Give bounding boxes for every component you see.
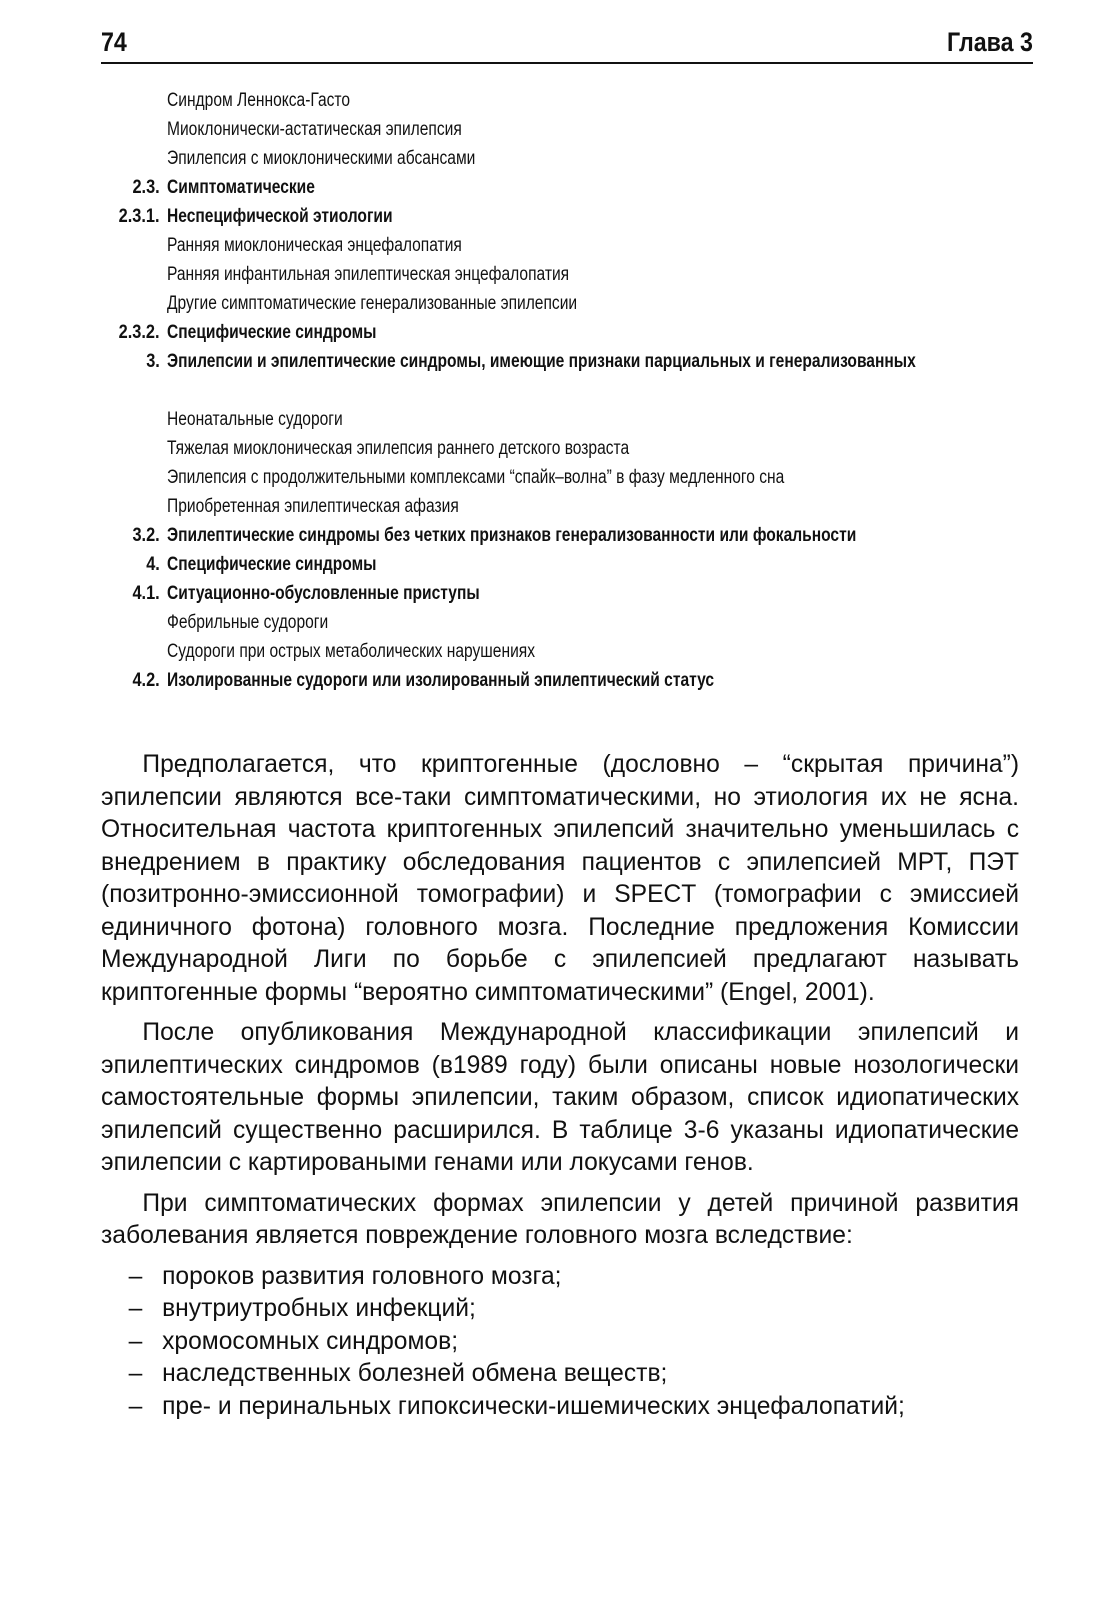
outline-text: Ситуационно-обусловленные приступы [167, 583, 480, 604]
causes-list [101, 1260, 1019, 1423]
outline-text: Другие симптоматические генерализованные эпилепсии [167, 293, 578, 314]
outline-item [0, 86, 1104, 115]
outline-item [0, 492, 1104, 521]
list-item-text: пре- и перинальных гипоксически-ишемических энцефалопатий; [162, 1391, 905, 1420]
chapter-title: Глава 3 [947, 27, 1033, 57]
list-item [101, 1292, 1019, 1325]
outline-item [0, 405, 1104, 434]
outline-item [0, 434, 1104, 463]
outline-heading [0, 579, 1104, 608]
outline-text: Изолированные судороги или изолированный эпилептический статус [167, 670, 715, 691]
outline-item [0, 637, 1104, 666]
paragraph-cryptogenic: Предполагается, что криптогенные (дословно – “скрытая причина”) эпилепсии являются все-таки симптоматическими, но этиология их не ясна. Относительная частота криптогенных эпилепсий значительно уменьшилась с внедрением в практику обследования пациентов с эпилепсией МРТ, ПЭТ (позитронно-эмиссионной томографии) и SPECT (томографии с эмиссией единичного фотона) головного мозга. Последние предложения Комиссии Международной Лиги по борьбе с эпилепсией предлагают называть криптогенные формы “вероятно симптоматическими” (Engel, 2001). [101, 750, 1020, 1006]
outline-item [0, 608, 1104, 637]
outline-number: 3.2. [132, 525, 160, 546]
outline-number: 4.1. [132, 583, 160, 604]
outline-heading [0, 347, 1104, 405]
outline-text: Фебрильные судороги [167, 612, 329, 633]
outline-number: 4. [146, 554, 160, 575]
bullet-dash: – [128, 1359, 143, 1387]
list-item-text: пороков развития головного мозга; [162, 1261, 562, 1290]
outline-heading [0, 173, 1104, 202]
outline-text: Эпилептические синдромы без четких признаков генерализованности или фокальности [167, 525, 857, 546]
outline-item [0, 115, 1104, 144]
bullet-dash: – [128, 1294, 143, 1322]
outline-text: Приобретенная эпилептическая афазия [167, 496, 459, 517]
list-item [101, 1260, 1019, 1293]
outline-item [0, 144, 1104, 173]
outline-text: Неонатальные судороги [167, 409, 343, 430]
list-item-text: внутриутробных инфекций; [162, 1294, 476, 1322]
list-item [101, 1325, 1019, 1358]
outline-text: Ранняя инфантильная эпилептическая энцефалопатия [167, 264, 570, 285]
outline-item [0, 260, 1104, 289]
outline-heading [0, 550, 1104, 579]
outline-heading [0, 666, 1104, 695]
outline-number: 4.2. [132, 670, 160, 691]
outline-item [0, 231, 1104, 260]
outline-text: Специфические синдромы [167, 322, 377, 343]
body-text [101, 748, 1019, 1422]
outline-text: Ранняя миоклоническая энцефалопатия [167, 235, 462, 256]
outline-heading [0, 521, 1104, 550]
outline-number: 2.3.2. [119, 322, 160, 343]
outline-text: Эпилепсии и эпилептические синдромы, имеющие признаки парциальных и генерализованных [167, 351, 916, 372]
outline-text: Судороги при острых метаболических нарушениях [167, 641, 536, 662]
outline-item [0, 289, 1104, 318]
outline-text: Эпилепсия с миоклоническими абсансами [167, 148, 476, 169]
outline-number: 2.3.1. [119, 206, 160, 227]
outline-text: Эпилепсия с продолжительными комплексами “спайк–волна” в фазу медленного сна [167, 467, 785, 488]
outline-text: Симптоматические [167, 177, 315, 198]
outline-number: 3. [146, 351, 160, 372]
outline-heading [0, 202, 1104, 231]
bullet-dash: – [128, 1391, 143, 1420]
list-item-text: наследственных болезней обмена веществ; [162, 1359, 668, 1387]
outline-text: Синдром Леннокса-Гасто [167, 90, 351, 111]
outline-heading [0, 318, 1104, 347]
outline-text: Миоклонически-астатическая эпилепсия [167, 119, 462, 140]
outline-number: 2.3. [132, 177, 160, 198]
list-item [101, 1390, 1019, 1423]
bullet-dash: – [128, 1261, 143, 1290]
list-item-text: хромосомных синдромов; [162, 1326, 459, 1355]
page-number: 74 [101, 27, 127, 57]
paragraph-symptomatic: При симптоматических формах эпилепсии у детей причиной развития заболевания является повреждение головного мозга вследствие: [101, 1188, 1020, 1249]
page-header [101, 22, 1033, 64]
paragraph-classification: После опубликования Международной классификации эпилепсий и эпилептических синдромов (в1989 году) были описаны новые нозологически самостоятельные формы эпилепсии, таким образом, список идиопатических эпилепсий существенно расширился. В таблице 3-6 указаны идиопатические эпилепсии с картироваными генами или локусами генов. [101, 1018, 1020, 1176]
outline-item [0, 463, 1104, 492]
list-item [101, 1357, 1019, 1390]
bullet-dash: – [128, 1326, 143, 1355]
outline-text: Тяжелая миоклоническая эпилепсия раннего детского возраста [167, 438, 630, 459]
outline-text: Неспецифической этиологии [167, 206, 393, 227]
classification-outline [0, 86, 1104, 695]
outline-text: Специфические синдромы [167, 554, 377, 575]
